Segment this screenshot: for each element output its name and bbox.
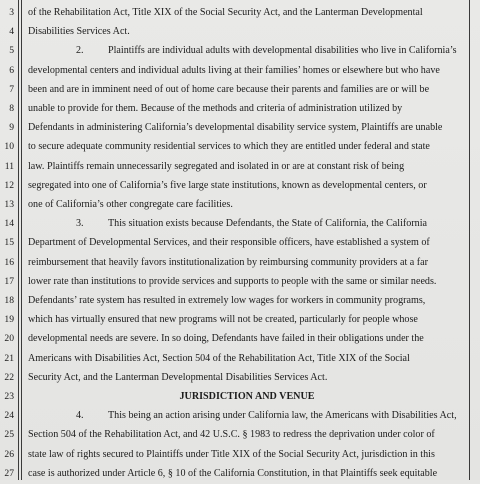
line-number: 9 — [9, 122, 14, 134]
line-number: 26 — [4, 448, 14, 460]
line-text: Disabilities Services Act. — [28, 26, 130, 38]
line-text: segregated into one of California’s five large state institutions, known as developmental centers, or — [28, 179, 427, 191]
line-text: of the Rehabilitation Act, Title XIX of the Social Security Act, and the Lanterman Developmental — [28, 7, 423, 18]
paragraph-number: 4. — [76, 410, 84, 422]
line-text: Defendants in administering California’s developmental disability service system, Plaintiffs are unable — [28, 122, 443, 134]
line-text: which has virtually ensured that new programs will not be created, particularly for people whose — [28, 314, 418, 326]
line-number: 17 — [4, 275, 14, 287]
paragraph-line — [28, 406, 480, 426]
line-number: 12 — [4, 179, 14, 191]
line-number: 16 — [4, 256, 14, 268]
line-text: developmental needs are severe. In so doing, Defendants have failed in their obligations under the — [28, 333, 424, 345]
pleading-line — [0, 464, 480, 484]
line-text: Plaintiffs are individual adults with developmental disabilities who live in California’s — [108, 45, 457, 57]
line-text: This being an action arising under California law, the Americans with Disabilities Act, — [108, 410, 457, 422]
line-text: This situation exists because Defendants, the State of California, the California — [108, 218, 427, 230]
line-number: 7 — [9, 83, 14, 95]
line-text: Americans with Disabilities Act, Section 504 of the Rehabilitation Act, Title XIX of the Social — [28, 352, 410, 364]
line-number: 10 — [4, 141, 14, 153]
line-text: one of California’s other congregate care facilities. — [28, 199, 233, 210]
line-text: case is authorized under Article 6, § 10 of the California Constitution, in that Plaintiffs seek equitable — [28, 467, 438, 479]
line-text: developmental centers and individual adults living at their families’ homes or elsewhere but who have — [28, 64, 440, 76]
pleading-line — [0, 310, 480, 330]
line-number: 18 — [4, 295, 14, 306]
pleading-line — [0, 425, 480, 445]
pleading-line — [0, 61, 480, 81]
line-number: 19 — [4, 314, 14, 326]
line-number: 8 — [9, 103, 14, 114]
pleading-line — [0, 368, 480, 388]
pleading-line — [0, 118, 480, 138]
line-text: been and are in imminent need of out of home care because their parents and families are or will be — [28, 83, 430, 95]
line-text: Section 504 of the Rehabilitation Act, and 42 U.S.C. § 1983 to redress the deprivation under color of — [28, 429, 435, 441]
paragraph-line — [28, 41, 480, 61]
paragraph-line — [28, 214, 480, 234]
line-text: law. Plaintiffs remain unnecessarily segregated and isolated in or are at constant risk of being — [28, 160, 405, 172]
pleading-line — [0, 253, 480, 273]
pleading-line — [0, 195, 480, 215]
pleading-line — [0, 349, 480, 369]
line-text: state law of rights secured to Plaintiffs under Title XIX of the Social Security Act, jurisdiction in this — [28, 448, 435, 460]
pleading-line — [0, 137, 480, 157]
paragraph-number: 2. — [76, 45, 84, 57]
pleading-line — [0, 329, 480, 349]
line-number: 27 — [4, 467, 14, 479]
pleading-line — [0, 41, 480, 61]
pleading-line — [0, 99, 480, 119]
line-number: 25 — [4, 429, 14, 441]
line-number: 15 — [4, 237, 14, 249]
pleading-line — [0, 176, 480, 196]
pleading-line — [0, 445, 480, 465]
line-number: 13 — [4, 199, 14, 210]
line-text: to secure adequate community residential services to which they are entitled under federal and state — [28, 141, 430, 153]
line-number: 14 — [4, 218, 14, 230]
line-number: 21 — [4, 352, 14, 364]
pleading-line — [0, 214, 480, 234]
line-number: 11 — [4, 160, 14, 172]
line-number: 22 — [4, 371, 14, 383]
pleading-line — [0, 272, 480, 292]
pleading-line — [0, 406, 480, 426]
line-number: 5 — [9, 45, 14, 57]
line-number: 4 — [9, 26, 14, 38]
paragraph-number: 3. — [76, 218, 84, 230]
line-number: 23 — [4, 391, 14, 402]
line-text: Defendants’ rate system has resulted in extremely low wages for workers in community programs, — [28, 295, 426, 306]
line-text: Department of Developmental Services, and their responsible officers, have established a system of — [28, 237, 430, 249]
line-number: 3 — [9, 7, 14, 18]
section-heading: JURISDICTION AND VENUE — [179, 391, 315, 402]
pleading-line — [0, 3, 480, 23]
pleading-line — [0, 291, 480, 311]
line-number: 6 — [9, 64, 14, 76]
pleading-line — [0, 157, 480, 177]
line-text: Security Act, and the Lanterman Developmental Disabilities Services Act. — [28, 371, 328, 383]
line-text: reimbursement that heavily favors institutionalization by reimbursing community providers at a far — [28, 256, 429, 268]
line-text: lower rate than institutions to provide services and supports to people with the same or similar needs. — [28, 275, 437, 287]
line-number: 20 — [4, 333, 14, 345]
pleading-line — [0, 80, 480, 100]
pleading-line — [0, 233, 480, 253]
pleading-line — [0, 387, 480, 407]
pleading-line — [0, 22, 480, 42]
line-text: unable to provide for them. Because of the methods and criteria of administration utilized by — [28, 103, 403, 114]
line-number: 24 — [4, 410, 14, 422]
